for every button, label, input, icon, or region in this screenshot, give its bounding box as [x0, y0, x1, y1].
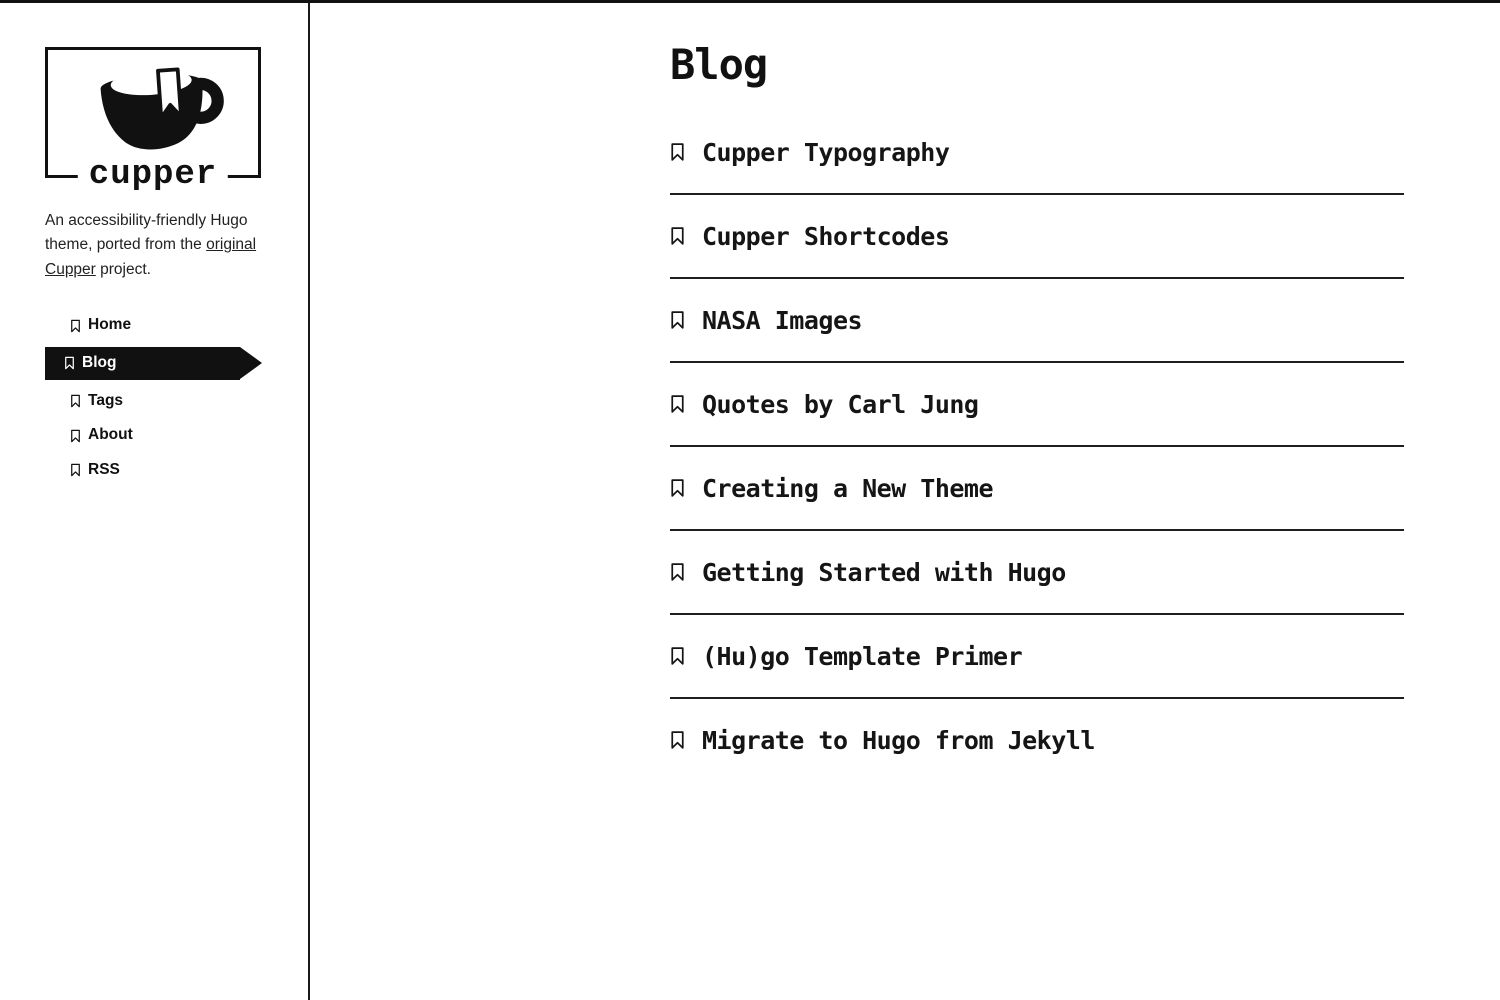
bookmark-icon [70, 429, 81, 443]
bookmark-icon [64, 356, 75, 370]
cup-with-bookmark-icon [94, 60, 226, 156]
post-row [670, 363, 1404, 447]
post-title: NASA Images [702, 305, 863, 335]
page [0, 3, 1500, 1000]
page-title: Blog [670, 40, 768, 89]
post-title: Creating a New Theme [702, 473, 994, 503]
post-link-quotes-by-carl-jung[interactable] [670, 363, 1404, 445]
post-title: Cupper Shortcodes [702, 221, 950, 251]
bookmark-icon [670, 562, 685, 582]
post-row [670, 531, 1404, 615]
post-link-hugo-template-primer[interactable] [670, 615, 1404, 697]
post-row [670, 111, 1404, 195]
site-logo[interactable] [45, 47, 261, 194]
site-tagline [45, 209, 265, 282]
post-link-getting-started-with-hugo[interactable] [670, 531, 1404, 613]
bookmark-icon [670, 226, 685, 246]
bookmark-icon [70, 319, 81, 333]
post-row [670, 195, 1404, 279]
nav-link-tags[interactable] [45, 384, 308, 419]
post-link-migrate-to-hugo-from-jekyll[interactable] [670, 699, 1404, 781]
sidebar [0, 3, 310, 1000]
nav-link-rss[interactable] [45, 453, 308, 488]
nav-link-blog[interactable] [45, 347, 240, 380]
bookmark-icon [670, 646, 685, 666]
post-title: Cupper Typography [702, 137, 950, 167]
main-content [310, 3, 1500, 1000]
bookmark-icon [670, 394, 685, 414]
bookmark-icon [670, 310, 685, 330]
tagline-text: project. [95, 260, 151, 278]
post-link-creating-a-new-theme[interactable] [670, 447, 1404, 529]
nav-link-about[interactable] [45, 418, 308, 453]
post-title: Quotes by Carl Jung [702, 389, 979, 419]
post-title: Migrate to Hugo from Jekyll [702, 725, 1095, 755]
nav-label: About [88, 426, 133, 444]
post-row [670, 279, 1404, 363]
post-list [670, 111, 1404, 781]
sidebar-nav [45, 308, 308, 487]
bookmark-icon [670, 730, 685, 750]
bookmark-icon [70, 394, 81, 408]
bookmark-icon [670, 142, 685, 162]
bookmark-icon [670, 478, 685, 498]
sidebar-item-blog [45, 347, 240, 380]
post-row [670, 615, 1404, 699]
nav-link-home[interactable] [45, 308, 308, 343]
post-link-cupper-shortcodes[interactable] [670, 195, 1404, 277]
sidebar-item-about [45, 418, 308, 453]
post-row [670, 447, 1404, 531]
logo-text: cupper [78, 157, 228, 194]
nav-label: Home [88, 316, 132, 334]
post-row [670, 699, 1404, 781]
tagline-text: An accessibility-friendly Hugo theme, ported from the [45, 212, 248, 254]
original-cupper-link[interactable]: original Cupper [45, 236, 257, 278]
post-link-cupper-typography[interactable] [670, 111, 1404, 193]
bookmark-icon [70, 463, 81, 477]
sidebar-item-home [45, 308, 308, 343]
nav-label: RSS [88, 460, 120, 478]
sidebar-item-rss [45, 453, 308, 488]
sidebar-item-tags [45, 384, 308, 419]
nav-label: Tags [88, 391, 124, 409]
post-link-nasa-images[interactable] [670, 279, 1404, 361]
nav-label: Blog [82, 354, 117, 372]
post-title: Getting Started with Hugo [702, 557, 1066, 587]
post-title: (Hu)go Template Primer [702, 641, 1023, 671]
